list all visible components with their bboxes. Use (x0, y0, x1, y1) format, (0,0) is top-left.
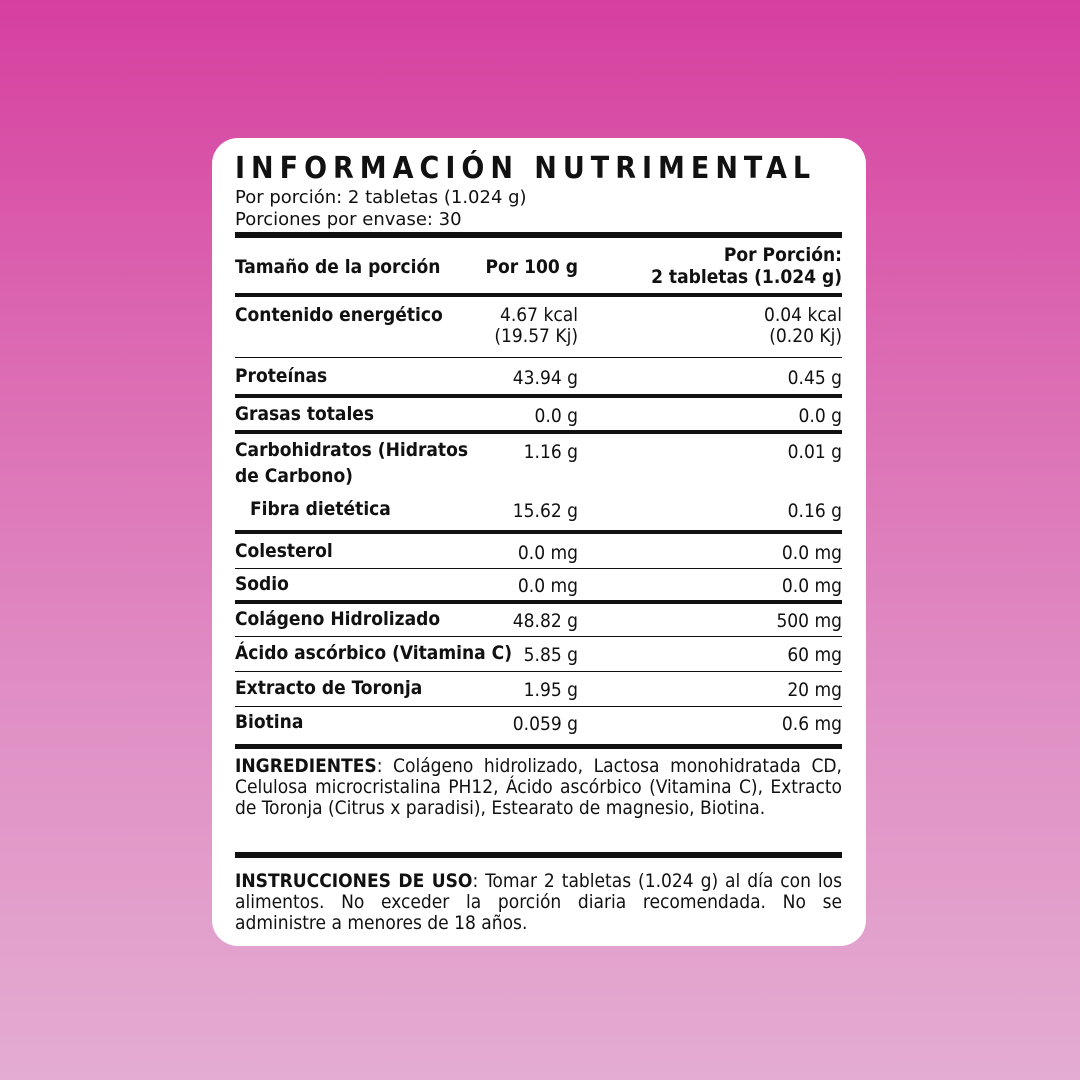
ingredients-paragraph: INGREDIENTES: Colágeno hidrolizado, Lactosa monohidratada CD, Celulosa microcristalina PH12, Ácido ascórbico (Vitamina C), Extracto de Toronja (Citrus x paradisi), Estearato de magnesio, Biotina. (235, 755, 842, 819)
header-per-100g: Por 100 g (485, 256, 578, 278)
row-label-grapefruit-extract: Extracto de Toronja (235, 677, 423, 699)
biotin-per100: 0.059 g (512, 713, 578, 735)
collagen-perserv: 500 mg (776, 610, 842, 632)
row-label-ascorbic-acid: Ácido ascórbico (Vitamina C) (235, 642, 513, 664)
row-label-protein: Proteínas (235, 365, 328, 387)
divider (235, 530, 842, 534)
carbs-perserv: 0.01 g (787, 441, 842, 463)
energy-per100-kcal: 4.67 kcal (500, 304, 578, 326)
carbs-per100: 1.16 g (523, 441, 578, 463)
energy-perserv-kcal: 0.04 kcal (764, 304, 842, 326)
energy-per100-kj: (19.57 Kj) (494, 325, 578, 347)
fat-perserv: 0.0 g (798, 405, 842, 427)
ascorbic-perserv: 60 mg (787, 644, 842, 666)
row-label-dietary-fiber: Fibra dietética (250, 498, 391, 520)
ascorbic-per100: 5.85 g (523, 644, 578, 666)
row-label-carbs-line1: Carbohidratos (Hidratos (235, 439, 469, 461)
grapefruit-perserv: 20 mg (787, 679, 842, 701)
thick-divider (235, 744, 842, 749)
energy-perserv-kj: (0.20 Kj) (769, 325, 842, 347)
thin-divider (235, 671, 842, 672)
row-label-biotin: Biotina (235, 711, 304, 733)
row-label-total-fat: Grasas totales (235, 403, 375, 425)
thin-divider (235, 706, 842, 707)
thin-divider (235, 636, 842, 637)
instructions-label: INSTRUCCIONES DE USO (235, 870, 473, 892)
fiber-perserv: 0.16 g (787, 500, 842, 522)
protein-perserv: 0.45 g (787, 367, 842, 389)
ingredients-text: Colágeno hidrolizado, Lactosa monohidratada CD, Celulosa microcristalina PH12, Ácido ascórbico (Vitamina C), Extracto de Toronja (Citrus x paradisi), Estearato de magnesio, Biotina. (235, 755, 842, 819)
ingredients-label: INGREDIENTES (235, 755, 377, 777)
row-label-cholesterol: Colesterol (235, 540, 333, 562)
fat-per100: 0.0 g (534, 405, 578, 427)
nutrition-facts-content (235, 138, 842, 946)
sodium-perserv: 0.0 mg (781, 575, 842, 597)
biotin-perserv: 0.6 mg (781, 713, 842, 735)
thin-divider (235, 568, 842, 569)
servings-per-container-line: Porciones por envase: 30 (235, 209, 462, 230)
thick-divider (235, 852, 842, 858)
row-label-energy: Contenido energético (235, 304, 443, 326)
header-serving-size: Tamaño de la porción (235, 256, 441, 278)
instructions-text: Tomar 2 tabletas (1.024 g) al día con los alimentos. No exceder la porción diaria recomendada. No se administre a menores de 18 años. (235, 870, 842, 934)
label-title: INFORMACIÓN NUTRIMENTAL (235, 151, 817, 186)
cholesterol-per100: 0.0 mg (517, 542, 578, 564)
header-per-serving-line1: Por Porción: (723, 244, 842, 266)
instructions-paragraph: INSTRUCCIONES DE USO: Tomar 2 tabletas (1.024 g) al día con los alimentos. No exceder la porción diaria recomendada. No se administre a menores de 18 años. (235, 870, 842, 934)
serving-size-line: Por porción: 2 tabletas (1.024 g) (235, 187, 527, 208)
thick-divider (235, 232, 842, 238)
thin-divider (235, 357, 842, 358)
divider (235, 430, 842, 434)
nutrition-facts-card (212, 138, 866, 946)
divider (235, 394, 842, 398)
grapefruit-per100: 1.95 g (523, 679, 578, 701)
divider (235, 600, 842, 604)
row-label-hydrolyzed-collagen: Colágeno Hidrolizado (235, 608, 441, 630)
cholesterol-perserv: 0.0 mg (781, 542, 842, 564)
row-label-carbs-line2: de Carbono) (235, 465, 353, 487)
divider (235, 293, 842, 297)
sodium-per100: 0.0 mg (517, 575, 578, 597)
row-label-sodium: Sodio (235, 573, 289, 595)
protein-per100: 43.94 g (512, 367, 578, 389)
fiber-per100: 15.62 g (512, 500, 578, 522)
collagen-per100: 48.82 g (512, 610, 578, 632)
header-per-serving-line2: 2 tabletas (1.024 g) (651, 266, 842, 288)
